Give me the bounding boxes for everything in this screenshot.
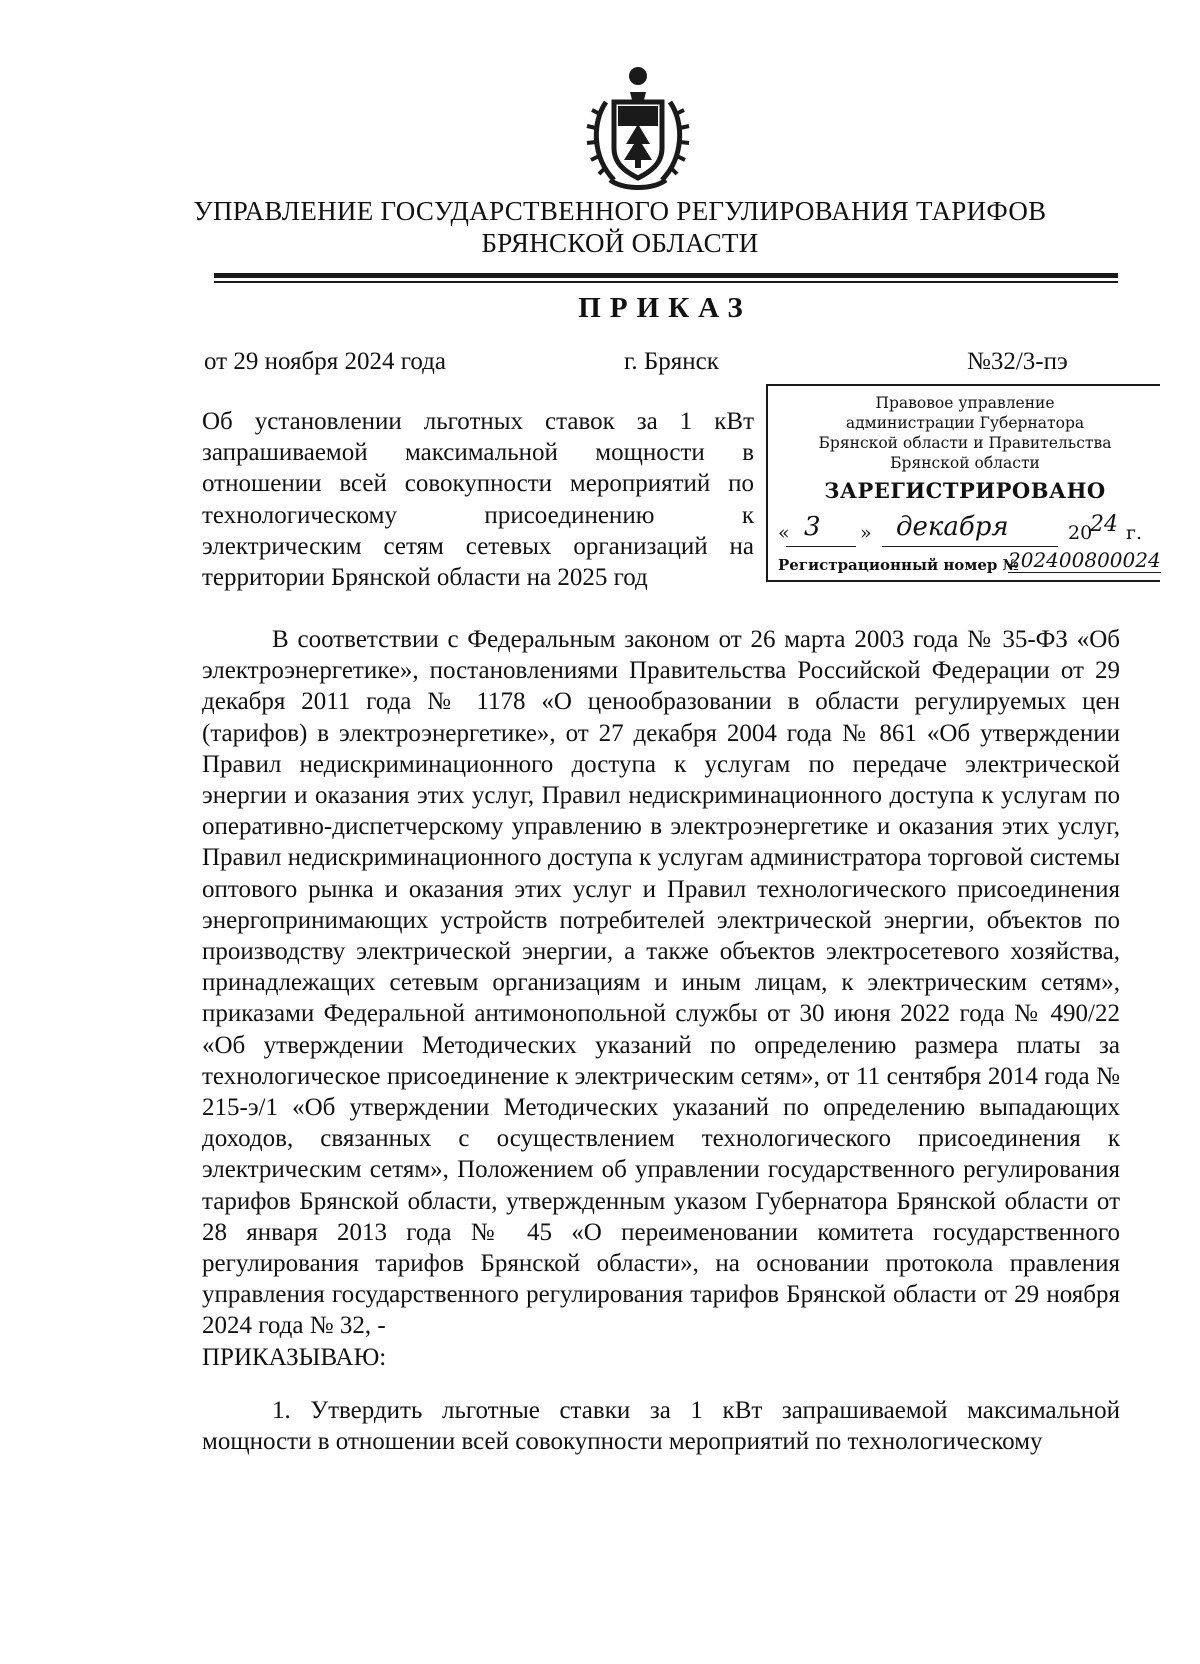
stamp-authority-line: Правовое управление — [875, 394, 1055, 412]
stamp-date-row: « 3 » декабря 20 24 г. — [778, 516, 1158, 550]
stamp-year-prefix: 20 — [1068, 522, 1093, 544]
subject-line: технологическому присоединению к — [202, 501, 754, 529]
stamp-day: 3 — [804, 512, 821, 542]
document-city: г. Брянск — [624, 348, 719, 375]
order-word: ПРИКАЗЫВАЮ: — [202, 1343, 387, 1371]
stamp-year-unit: г. — [1126, 522, 1142, 544]
organization-name-line1: УПРАВЛЕНИЕ ГОСУДАРСТВЕННОГО РЕГУЛИРОВАНИЯ ТАРИФОВ — [193, 196, 1047, 226]
organization-name-line2: БРЯНСКОЙ ОБЛАСТИ — [481, 228, 759, 258]
header-rule-thick — [214, 273, 1118, 278]
subject-line: территории Брянской области на 2025 год — [202, 564, 648, 592]
stamp-month: декабря — [896, 512, 1009, 542]
subject-line: запрашиваемой максимальной мощности в — [202, 439, 754, 467]
stamp-regno-label: Регистрационный номер № — [778, 556, 1019, 574]
stamp-authority-line: Брянской области — [890, 454, 1040, 472]
stamp-registered-label: ЗАРЕГИСТРИРОВАНО — [824, 478, 1106, 503]
stamp-regno-value: 202400800024 — [1008, 548, 1161, 572]
subject-line: электрическим сетям сетевых организаций на — [202, 532, 754, 560]
registration-stamp — [766, 384, 1160, 582]
preamble-paragraph: В соответствии с Федеральным законом от 26 марта 2003 года № 35-ФЗ «Об электроэнергетике», постановлениями Правительства Российской Федерации от 29 декабря 2011 года № 1178 «О ценообразовании в области регулируемых цен (тарифов) в электроэнергетике», от 27 декабря 2004 года № 861 «Об утверждении Правил недискриминационного доступа к услугам по передаче электрической энергии и оказания этих услуг, Правил недискриминационного доступа к услугам по оперативно-диспетчерскому управлению в электроэнергетике и оказания этих услуг, Правил недискриминационного доступа к услугам администратора торговой системы оптового рынка и оказания этих услуг и Правил технологического присоединения энергопринимающих устройств потребителей электрической энергии, объектов по производству электрической энергии, а также объектов электросетевого хозяйства, принадлежащих сетевым организациям и иным лицам, к электрическим сетям», приказами Федеральной антимонопольной службы от 30 июня 2022 года № 490/22 «Об утверждении Методических указаний по определению размера платы за технологическое присоединение к электрическим сетям», от 11 сентября 2014 года № 215-э/1 «Об утверждении Методических указаний по определению выпадающих доходов, связанных с осуществлением технологического присоединения к электрическим сетям», Положением об управлении государственного регулирования тарифов Брянской области, утвержденным указом Губернатора Брянской области от 28 января 2013 года № 45 «О переименовании комитета государственного регулирования тарифов Брянской области», на основании протокола правления управления государственного регулирования тарифов Брянской области от 29 ноября 2024 года № 32, - — [202, 626, 1120, 1340]
document-subject — [202, 406, 754, 593]
subject-line: отношении всей совокупности мероприятий по — [202, 470, 754, 498]
subject-line: Об установлении льготных ставок за 1 кВт — [202, 408, 754, 435]
order-item-1: 1. Утвердить льготные ставки за 1 кВт запрашиваемой максимальной мощности в отношении всей совокупности мероприятий по технологическому — [202, 1396, 1120, 1456]
stamp-authority-line: Брянской области и Правительства — [818, 434, 1112, 452]
stamp-authority-line: администрации Губернатора — [845, 414, 1085, 432]
document-number: №32/3-пэ — [967, 348, 1068, 375]
bryansk-coat-of-arms-icon — [584, 62, 692, 194]
stamp-year-suffix: 24 — [1090, 512, 1118, 537]
document-body — [202, 624, 1120, 1457]
header-rule-thin — [214, 281, 1118, 283]
document-title: ПРИКАЗ — [578, 292, 752, 324]
document-date: от 29 ноября 2024 года — [204, 348, 446, 375]
